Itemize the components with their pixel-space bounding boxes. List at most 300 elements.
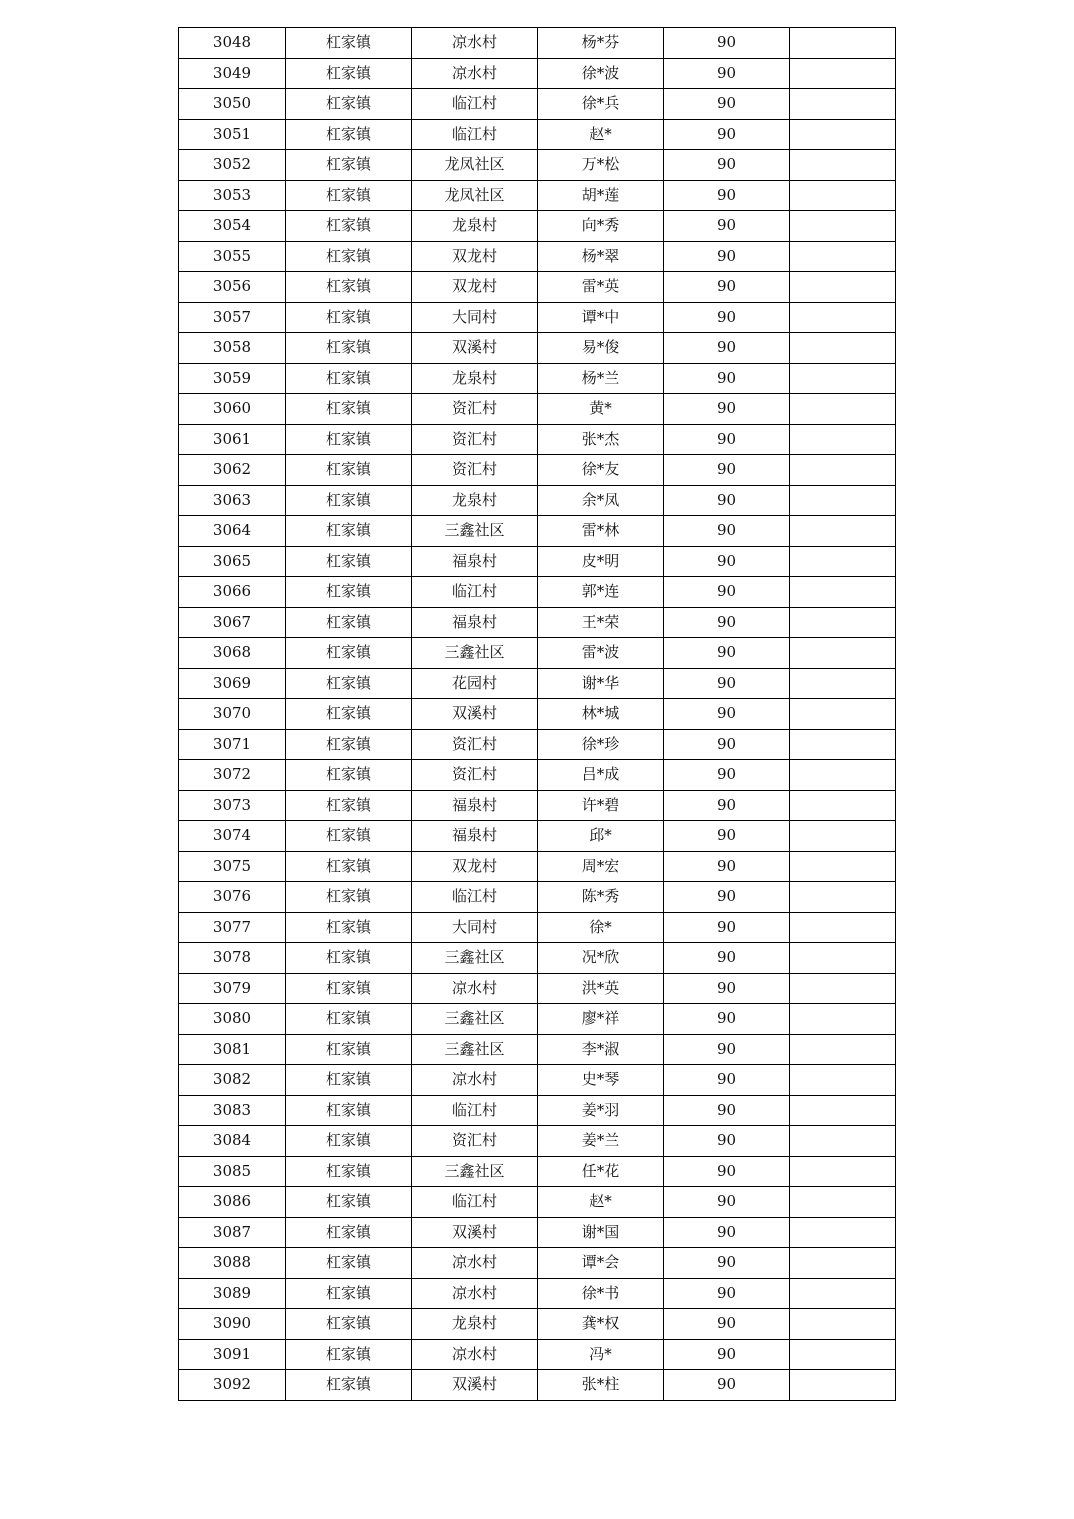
table-row	[179, 546, 896, 577]
cell-name: 谢*华	[538, 668, 664, 699]
table-row	[179, 790, 896, 821]
cell-serial-number: 3075	[179, 851, 286, 882]
cell-serial-number: 3067	[179, 607, 286, 638]
cell-serial-number: 3072	[179, 760, 286, 791]
cell-name: 易*俊	[538, 333, 664, 364]
cell-town: 杠家镇	[286, 211, 412, 242]
cell-town: 杠家镇	[286, 577, 412, 608]
table-row	[179, 1278, 896, 1309]
cell-name: 谭*会	[538, 1248, 664, 1279]
cell-remark	[790, 973, 896, 1004]
cell-village: 双溪村	[412, 1217, 538, 1248]
cell-serial-number: 3092	[179, 1370, 286, 1401]
cell-town: 杠家镇	[286, 851, 412, 882]
cell-remark	[790, 485, 896, 516]
roster-table	[178, 27, 896, 1401]
cell-amount: 90	[664, 180, 790, 211]
cell-amount: 90	[664, 485, 790, 516]
cell-name: 许*碧	[538, 790, 664, 821]
table-row	[179, 1309, 896, 1340]
cell-remark	[790, 1187, 896, 1218]
cell-amount: 90	[664, 302, 790, 333]
table-row	[179, 455, 896, 486]
cell-village: 资汇村	[412, 424, 538, 455]
cell-remark	[790, 211, 896, 242]
cell-town: 杠家镇	[286, 546, 412, 577]
cell-serial-number: 3065	[179, 546, 286, 577]
cell-serial-number: 3087	[179, 1217, 286, 1248]
cell-serial-number: 3079	[179, 973, 286, 1004]
cell-remark	[790, 1065, 896, 1096]
cell-amount: 90	[664, 851, 790, 882]
table-row	[179, 699, 896, 730]
cell-town: 杠家镇	[286, 729, 412, 760]
roster-table-body	[179, 28, 896, 1401]
cell-serial-number: 3089	[179, 1278, 286, 1309]
cell-town: 杠家镇	[286, 790, 412, 821]
cell-village: 龙泉村	[412, 485, 538, 516]
table-row	[179, 363, 896, 394]
cell-name: 谢*国	[538, 1217, 664, 1248]
cell-serial-number: 3078	[179, 943, 286, 974]
cell-village: 资汇村	[412, 760, 538, 791]
cell-village: 三鑫社区	[412, 516, 538, 547]
cell-town: 杠家镇	[286, 943, 412, 974]
cell-amount: 90	[664, 638, 790, 669]
cell-amount: 90	[664, 577, 790, 608]
cell-town: 杠家镇	[286, 394, 412, 425]
cell-remark	[790, 1278, 896, 1309]
cell-serial-number: 3060	[179, 394, 286, 425]
cell-remark	[790, 1370, 896, 1401]
table-row	[179, 28, 896, 59]
cell-town: 杠家镇	[286, 1278, 412, 1309]
cell-remark	[790, 1339, 896, 1370]
cell-name: 李*淑	[538, 1034, 664, 1065]
table-row	[179, 1126, 896, 1157]
cell-remark	[790, 882, 896, 913]
cell-village: 资汇村	[412, 455, 538, 486]
cell-name: 杨*兰	[538, 363, 664, 394]
cell-town: 杠家镇	[286, 1248, 412, 1279]
cell-amount: 90	[664, 882, 790, 913]
cell-serial-number: 3059	[179, 363, 286, 394]
cell-name: 周*宏	[538, 851, 664, 882]
cell-serial-number: 3082	[179, 1065, 286, 1096]
cell-serial-number: 3076	[179, 882, 286, 913]
cell-name: 姜*兰	[538, 1126, 664, 1157]
cell-name: 徐*波	[538, 58, 664, 89]
cell-serial-number: 3088	[179, 1248, 286, 1279]
table-row	[179, 882, 896, 913]
cell-serial-number: 3051	[179, 119, 286, 150]
cell-serial-number: 3063	[179, 485, 286, 516]
cell-village: 临江村	[412, 882, 538, 913]
cell-name: 王*荣	[538, 607, 664, 638]
cell-amount: 90	[664, 668, 790, 699]
cell-remark	[790, 546, 896, 577]
cell-name: 向*秀	[538, 211, 664, 242]
cell-remark	[790, 119, 896, 150]
cell-name: 龚*权	[538, 1309, 664, 1340]
cell-town: 杠家镇	[286, 1126, 412, 1157]
cell-name: 徐*珍	[538, 729, 664, 760]
cell-amount: 90	[664, 973, 790, 1004]
cell-serial-number: 3066	[179, 577, 286, 608]
cell-amount: 90	[664, 363, 790, 394]
cell-town: 杠家镇	[286, 119, 412, 150]
cell-name: 胡*莲	[538, 180, 664, 211]
cell-remark	[790, 180, 896, 211]
cell-village: 福泉村	[412, 546, 538, 577]
cell-name: 徐*友	[538, 455, 664, 486]
cell-amount: 90	[664, 1034, 790, 1065]
cell-amount: 90	[664, 943, 790, 974]
cell-name: 徐*兵	[538, 89, 664, 120]
cell-town: 杠家镇	[286, 1156, 412, 1187]
cell-serial-number: 3083	[179, 1095, 286, 1126]
cell-town: 杠家镇	[286, 1339, 412, 1370]
cell-name: 赵*	[538, 1187, 664, 1218]
cell-name: 雷*波	[538, 638, 664, 669]
table-row	[179, 1034, 896, 1065]
cell-amount: 90	[664, 333, 790, 364]
table-row	[179, 150, 896, 181]
cell-village: 临江村	[412, 119, 538, 150]
cell-village: 资汇村	[412, 394, 538, 425]
cell-remark	[790, 272, 896, 303]
table-row	[179, 89, 896, 120]
cell-name: 徐*书	[538, 1278, 664, 1309]
cell-remark	[790, 729, 896, 760]
cell-name: 林*城	[538, 699, 664, 730]
cell-remark	[790, 58, 896, 89]
cell-town: 杠家镇	[286, 28, 412, 59]
table-row	[179, 607, 896, 638]
cell-amount: 90	[664, 1248, 790, 1279]
cell-town: 杠家镇	[286, 241, 412, 272]
cell-village: 龙泉村	[412, 1309, 538, 1340]
cell-amount: 90	[664, 394, 790, 425]
cell-village: 双溪村	[412, 333, 538, 364]
cell-serial-number: 3061	[179, 424, 286, 455]
table-row	[179, 394, 896, 425]
cell-name: 史*琴	[538, 1065, 664, 1096]
cell-name: 杨*芬	[538, 28, 664, 59]
cell-serial-number: 3049	[179, 58, 286, 89]
table-row	[179, 973, 896, 1004]
table-row	[179, 485, 896, 516]
cell-remark	[790, 150, 896, 181]
cell-serial-number: 3052	[179, 150, 286, 181]
cell-town: 杠家镇	[286, 89, 412, 120]
cell-remark	[790, 394, 896, 425]
cell-town: 杠家镇	[286, 668, 412, 699]
cell-town: 杠家镇	[286, 180, 412, 211]
cell-remark	[790, 28, 896, 59]
table-row	[179, 302, 896, 333]
cell-serial-number: 3053	[179, 180, 286, 211]
cell-serial-number: 3077	[179, 912, 286, 943]
cell-name: 洪*英	[538, 973, 664, 1004]
cell-amount: 90	[664, 1004, 790, 1035]
cell-village: 龙凤社区	[412, 150, 538, 181]
table-row	[179, 1187, 896, 1218]
cell-serial-number: 3091	[179, 1339, 286, 1370]
table-row	[179, 943, 896, 974]
cell-village: 临江村	[412, 577, 538, 608]
cell-amount: 90	[664, 119, 790, 150]
cell-village: 花园村	[412, 668, 538, 699]
cell-remark	[790, 516, 896, 547]
cell-town: 杠家镇	[286, 973, 412, 1004]
cell-village: 福泉村	[412, 607, 538, 638]
cell-remark	[790, 912, 896, 943]
cell-serial-number: 3069	[179, 668, 286, 699]
cell-serial-number: 3054	[179, 211, 286, 242]
cell-village: 双龙村	[412, 851, 538, 882]
cell-name: 皮*明	[538, 546, 664, 577]
cell-village: 双龙村	[412, 241, 538, 272]
table-row	[179, 424, 896, 455]
table-row	[179, 638, 896, 669]
cell-name: 余*凤	[538, 485, 664, 516]
cell-amount: 90	[664, 455, 790, 486]
cell-town: 杠家镇	[286, 607, 412, 638]
table-row	[179, 241, 896, 272]
cell-serial-number: 3062	[179, 455, 286, 486]
cell-town: 杠家镇	[286, 302, 412, 333]
cell-amount: 90	[664, 89, 790, 120]
cell-village: 双龙村	[412, 272, 538, 303]
cell-remark	[790, 821, 896, 852]
table-row	[179, 1004, 896, 1035]
cell-village: 凉水村	[412, 1339, 538, 1370]
table-row	[179, 760, 896, 791]
table-row	[179, 577, 896, 608]
cell-serial-number: 3056	[179, 272, 286, 303]
cell-amount: 90	[664, 272, 790, 303]
cell-name: 黄*	[538, 394, 664, 425]
cell-village: 双溪村	[412, 1370, 538, 1401]
table-row	[179, 180, 896, 211]
cell-amount: 90	[664, 1156, 790, 1187]
cell-amount: 90	[664, 1065, 790, 1096]
cell-town: 杠家镇	[286, 516, 412, 547]
cell-remark	[790, 851, 896, 882]
cell-remark	[790, 790, 896, 821]
cell-remark	[790, 1309, 896, 1340]
table-row	[179, 516, 896, 547]
cell-serial-number: 3068	[179, 638, 286, 669]
cell-amount: 90	[664, 1309, 790, 1340]
table-row	[179, 912, 896, 943]
cell-name: 廖*祥	[538, 1004, 664, 1035]
cell-serial-number: 3057	[179, 302, 286, 333]
cell-remark	[790, 607, 896, 638]
cell-serial-number: 3058	[179, 333, 286, 364]
cell-town: 杠家镇	[286, 638, 412, 669]
cell-amount: 90	[664, 1339, 790, 1370]
cell-town: 杠家镇	[286, 1370, 412, 1401]
cell-serial-number: 3064	[179, 516, 286, 547]
cell-amount: 90	[664, 150, 790, 181]
table-row	[179, 1370, 896, 1401]
cell-name: 张*柱	[538, 1370, 664, 1401]
cell-village: 凉水村	[412, 1248, 538, 1279]
cell-amount: 90	[664, 1278, 790, 1309]
cell-village: 龙泉村	[412, 363, 538, 394]
cell-village: 龙凤社区	[412, 180, 538, 211]
cell-name: 况*欣	[538, 943, 664, 974]
cell-amount: 90	[664, 790, 790, 821]
cell-village: 凉水村	[412, 973, 538, 1004]
cell-town: 杠家镇	[286, 1309, 412, 1340]
cell-name: 陈*秀	[538, 882, 664, 913]
cell-village: 福泉村	[412, 790, 538, 821]
table-row	[179, 119, 896, 150]
cell-serial-number: 3080	[179, 1004, 286, 1035]
cell-town: 杠家镇	[286, 424, 412, 455]
cell-remark	[790, 1095, 896, 1126]
cell-town: 杠家镇	[286, 912, 412, 943]
cell-village: 大同村	[412, 912, 538, 943]
cell-serial-number: 3055	[179, 241, 286, 272]
cell-town: 杠家镇	[286, 455, 412, 486]
table-row	[179, 333, 896, 364]
cell-village: 龙泉村	[412, 211, 538, 242]
cell-amount: 90	[664, 1217, 790, 1248]
cell-town: 杠家镇	[286, 363, 412, 394]
cell-remark	[790, 241, 896, 272]
table-row	[179, 211, 896, 242]
cell-remark	[790, 1248, 896, 1279]
cell-village: 三鑫社区	[412, 1004, 538, 1035]
cell-village: 临江村	[412, 1095, 538, 1126]
cell-village: 资汇村	[412, 1126, 538, 1157]
cell-serial-number: 3074	[179, 821, 286, 852]
cell-amount: 90	[664, 1095, 790, 1126]
cell-remark	[790, 638, 896, 669]
cell-name: 杨*翠	[538, 241, 664, 272]
cell-town: 杠家镇	[286, 821, 412, 852]
cell-town: 杠家镇	[286, 1217, 412, 1248]
cell-village: 凉水村	[412, 1065, 538, 1096]
cell-amount: 90	[664, 58, 790, 89]
table-row	[179, 821, 896, 852]
cell-amount: 90	[664, 516, 790, 547]
cell-amount: 90	[664, 1370, 790, 1401]
cell-name: 徐*	[538, 912, 664, 943]
cell-name: 万*松	[538, 150, 664, 181]
cell-remark	[790, 699, 896, 730]
cell-amount: 90	[664, 1126, 790, 1157]
cell-village: 三鑫社区	[412, 1156, 538, 1187]
cell-town: 杠家镇	[286, 1065, 412, 1096]
cell-remark	[790, 333, 896, 364]
table-row	[179, 1248, 896, 1279]
cell-serial-number: 3070	[179, 699, 286, 730]
cell-village: 资汇村	[412, 729, 538, 760]
cell-amount: 90	[664, 607, 790, 638]
cell-remark	[790, 455, 896, 486]
cell-serial-number: 3085	[179, 1156, 286, 1187]
cell-village: 大同村	[412, 302, 538, 333]
cell-name: 雷*英	[538, 272, 664, 303]
cell-name: 邱*	[538, 821, 664, 852]
cell-serial-number: 3048	[179, 28, 286, 59]
cell-name: 赵*	[538, 119, 664, 150]
cell-amount: 90	[664, 729, 790, 760]
cell-town: 杠家镇	[286, 1034, 412, 1065]
table-row	[179, 851, 896, 882]
cell-name: 谭*中	[538, 302, 664, 333]
cell-serial-number: 3081	[179, 1034, 286, 1065]
table-row	[179, 272, 896, 303]
table-row	[179, 1065, 896, 1096]
cell-serial-number: 3071	[179, 729, 286, 760]
cell-amount: 90	[664, 424, 790, 455]
cell-village: 双溪村	[412, 699, 538, 730]
cell-remark	[790, 943, 896, 974]
cell-village: 临江村	[412, 89, 538, 120]
cell-village: 凉水村	[412, 28, 538, 59]
cell-name: 雷*林	[538, 516, 664, 547]
cell-village: 临江村	[412, 1187, 538, 1218]
cell-name: 任*花	[538, 1156, 664, 1187]
cell-village: 福泉村	[412, 821, 538, 852]
cell-remark	[790, 363, 896, 394]
cell-town: 杠家镇	[286, 699, 412, 730]
cell-name: 吕*成	[538, 760, 664, 791]
cell-amount: 90	[664, 28, 790, 59]
table-row	[179, 729, 896, 760]
cell-name: 郭*连	[538, 577, 664, 608]
cell-name: 张*杰	[538, 424, 664, 455]
cell-town: 杠家镇	[286, 1095, 412, 1126]
cell-remark	[790, 577, 896, 608]
cell-amount: 90	[664, 821, 790, 852]
cell-amount: 90	[664, 211, 790, 242]
cell-amount: 90	[664, 1187, 790, 1218]
cell-serial-number: 3050	[179, 89, 286, 120]
cell-village: 凉水村	[412, 58, 538, 89]
cell-town: 杠家镇	[286, 485, 412, 516]
cell-village: 三鑫社区	[412, 638, 538, 669]
cell-town: 杠家镇	[286, 882, 412, 913]
cell-town: 杠家镇	[286, 272, 412, 303]
cell-remark	[790, 1034, 896, 1065]
cell-remark	[790, 668, 896, 699]
cell-remark	[790, 1004, 896, 1035]
table-row	[179, 58, 896, 89]
cell-amount: 90	[664, 912, 790, 943]
table-row	[179, 1217, 896, 1248]
cell-village: 三鑫社区	[412, 943, 538, 974]
cell-serial-number: 3084	[179, 1126, 286, 1157]
cell-serial-number: 3090	[179, 1309, 286, 1340]
cell-remark	[790, 1217, 896, 1248]
cell-town: 杠家镇	[286, 150, 412, 181]
cell-village: 凉水村	[412, 1278, 538, 1309]
cell-amount: 90	[664, 241, 790, 272]
cell-remark	[790, 1156, 896, 1187]
cell-remark	[790, 89, 896, 120]
cell-remark	[790, 302, 896, 333]
cell-serial-number: 3086	[179, 1187, 286, 1218]
cell-amount: 90	[664, 546, 790, 577]
cell-name: 姜*羽	[538, 1095, 664, 1126]
